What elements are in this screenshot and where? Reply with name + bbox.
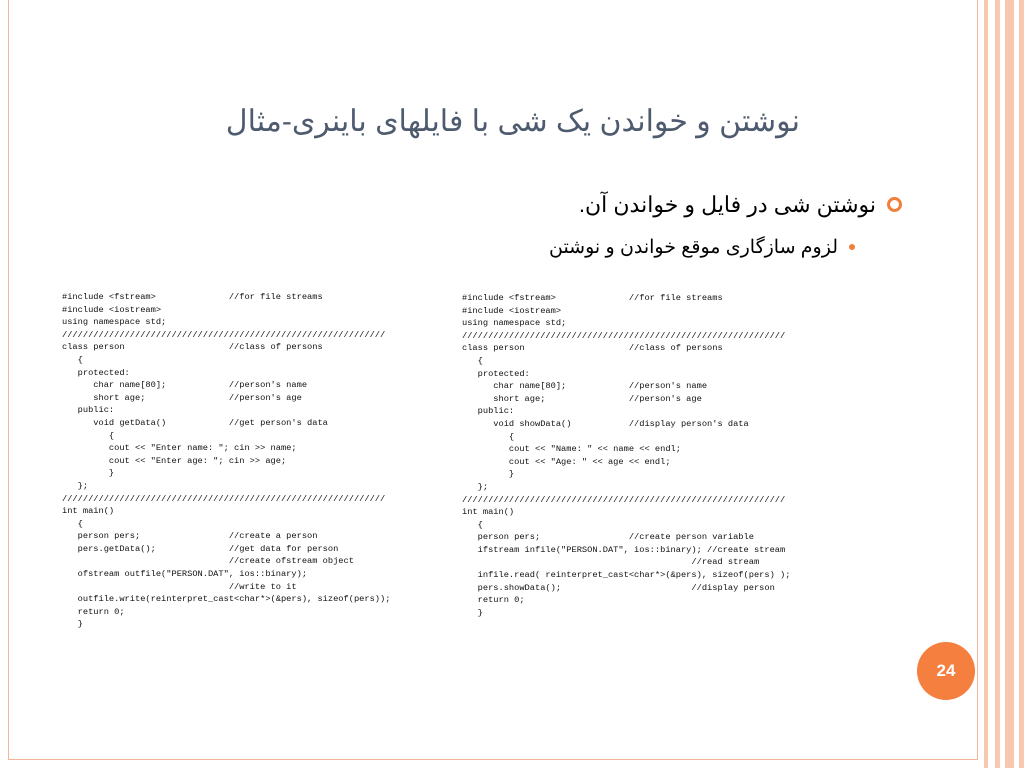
bullet-level-1 <box>579 192 876 218</box>
ring-bullet-icon <box>887 197 902 212</box>
stripe <box>1019 0 1024 768</box>
stripe <box>1005 0 1014 768</box>
bullet-text: لزوم سازگاری موقع خواندن و نوشتن <box>548 237 838 258</box>
bullet-text: نوشتن شی در فایل و خواندن آن. <box>578 192 876 217</box>
decorative-stripes <box>978 0 1024 768</box>
bullet-level-2 <box>549 236 838 259</box>
stripe <box>984 0 988 768</box>
code-listing-write: #include <fstream> //for file streams #include <iostream> using namespace std; ////////////////////////////////////////////////////////////// class person //class of persons { protected: char name[80]; //person's name short age; //person's age public: void getData() //get person's data { cout << "Enter name: "; cin >> name; cout << "Enter age: "; cin >> age; } }; ////////////////////////////////////////////////////////////// int main() { person pers; //create a person pers.getData(); //get data for person //create ofstream object ofstream outfile("PERSON.DAT", ios::binary); //write to it outfile.write(reinterpret_cast<char*>(&pers), sizeof(pers)); return 0; } <box>62 292 391 630</box>
code-listing-read: #include <fstream> //for file streams #include <iostream> using namespace std; ////////////////////////////////////////////////////////////// class person //class of persons { protected: char name[80]; //person's name short age; //person's age public: void showData() //display person's data { cout << "Name: " << name << endl; cout << "Age: " << age << endl; } }; ////////////////////////////////////////////////////////////// int main() { person pers; //create person variable ifstream infile("PERSON.DAT", ios::binary); //create stream //read stream infile.read( reinterpret_cast<char*>(&pers), sizeof(pers) ); pers.showData(); //display person return 0; } <box>462 293 791 618</box>
dot-bullet-icon <box>849 244 855 250</box>
page-number-badge: 24 <box>917 642 975 700</box>
stripe <box>995 0 1000 768</box>
slide-title: نوشتن و خواندن یک شی با فایلهای باینری-مثال <box>225 105 800 138</box>
